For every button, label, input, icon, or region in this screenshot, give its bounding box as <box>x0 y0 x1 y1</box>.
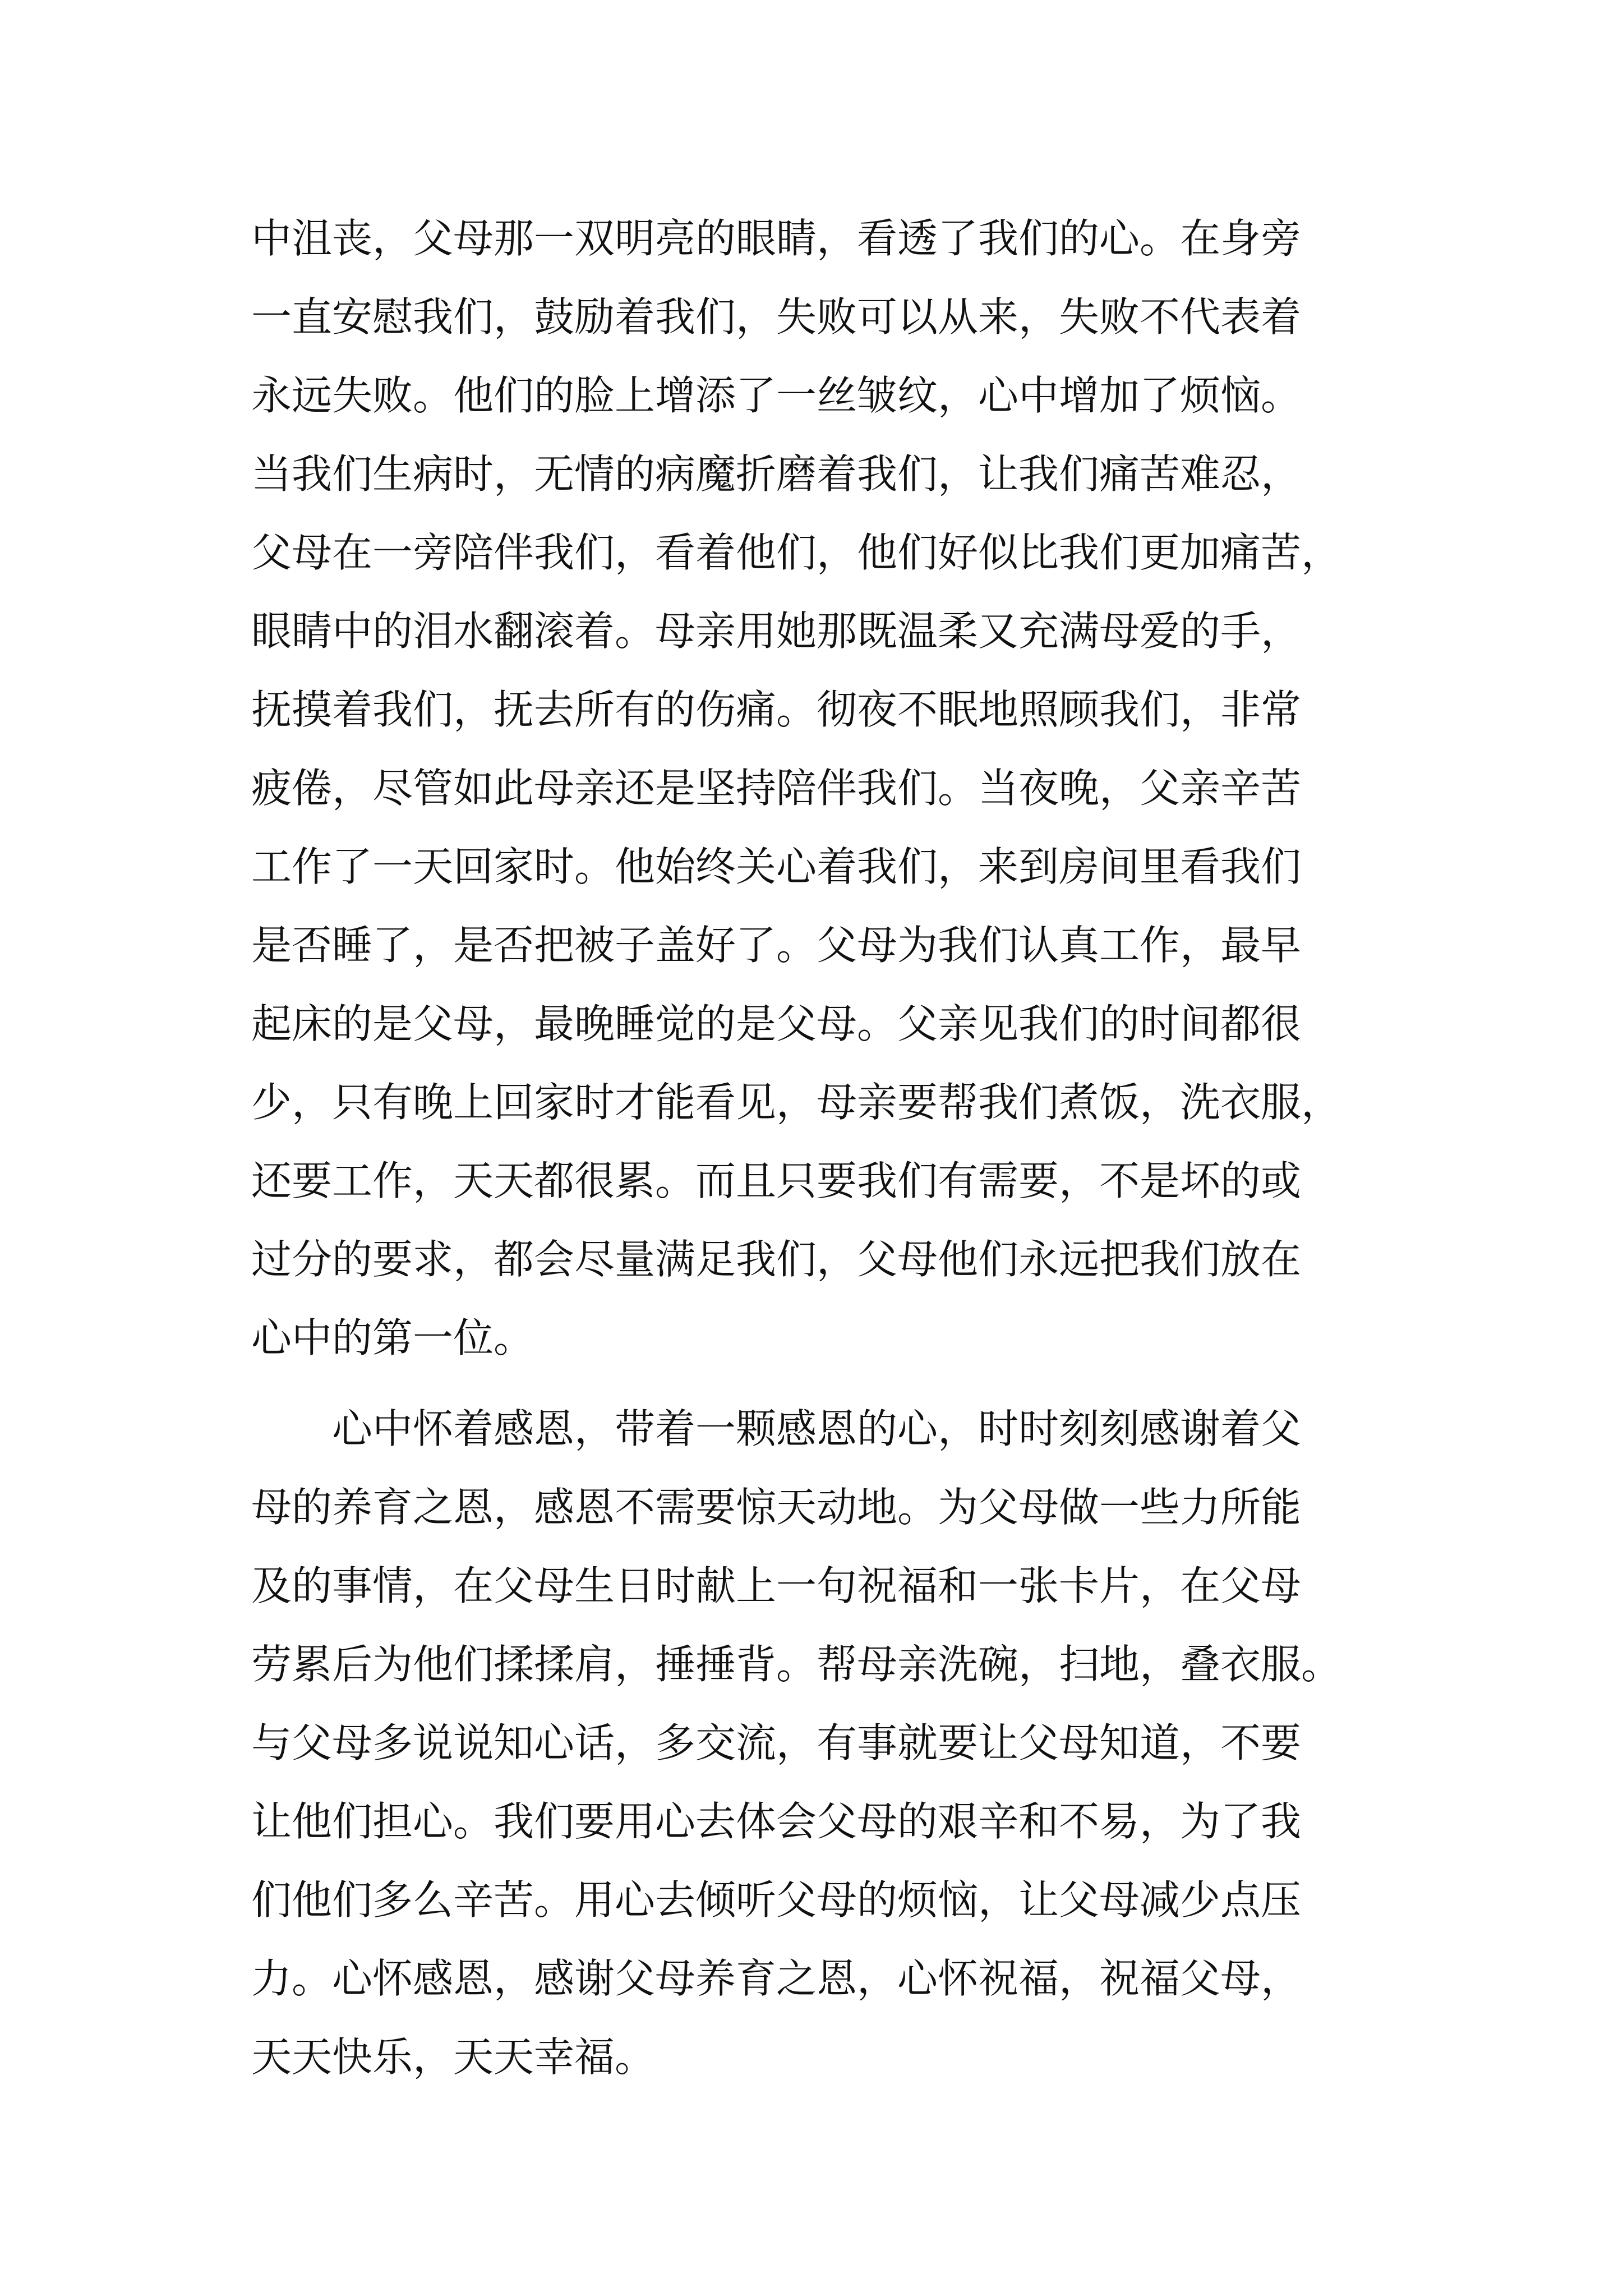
paragraph-1 <box>251 199 1412 1377</box>
text-line: 与父母多说说知心话，多交流，有事就要让父母知道，不要 <box>251 1719 1302 1766</box>
text-line: 眼睛中的泪水翻滚着。母亲用她那既温柔又充满母爱的手， <box>251 608 1302 655</box>
text-line: 力。心怀感恩，感谢父母养育之恩，心怀祝福，祝福父母， <box>251 1955 1302 2002</box>
text-line: 天天快乐，天天幸福。 <box>251 2033 656 2081</box>
text-line: 父母在一旁陪伴我们，看着他们，他们好似比我们更加痛苦， <box>251 529 1342 576</box>
text-line: 让他们担心。我们要用心去体会父母的艰辛和不易，为了我 <box>251 1798 1302 1845</box>
text-line: 工作了一天回家时。他始终关心着我们，来到房间里看我们 <box>251 843 1302 890</box>
text-line: 母的养育之恩，感恩不需要惊天动地。为父母做一些力所能 <box>251 1484 1302 1531</box>
body-text <box>251 199 1412 2096</box>
text-line: 少，只有晚上回家时才能看见，母亲要帮我们煮饭，洗衣服， <box>251 1079 1342 1126</box>
text-line: 中沮丧，父母那一双明亮的眼睛，看透了我们的心。在身旁 <box>251 215 1302 262</box>
text-line: 劳累后为他们揉揉肩，捶捶背。帮母亲洗碗，扫地，叠衣服。 <box>251 1641 1342 1688</box>
paragraph-spacer <box>251 1377 1412 1389</box>
text-line: 起床的是父母，最晚睡觉的是父母。父亲见我们的时间都很 <box>251 1000 1302 1047</box>
text-line: 及的事情，在父母生日时献上一句祝福和一张卡片，在父母 <box>251 1562 1302 1609</box>
text-line: 是否睡了，是否把被子盖好了。父母为我们认真工作，最早 <box>251 922 1302 969</box>
text-line: 们他们多么辛苦。用心去倾听父母的烦恼，让父母减少点压 <box>251 1876 1302 1924</box>
text-line: 过分的要求，都会尽量满足我们，父母他们永远把我们放在 <box>251 1236 1302 1283</box>
text-line: 抚摸着我们，抚去所有的伤痛。彻夜不眠地照顾我们，非常 <box>251 686 1302 733</box>
text-line: 心中怀着感恩，带着一颗感恩的心，时时刻刻感谢着父 <box>251 1405 1302 1452</box>
text-line: 还要工作，天天都很累。而且只要我们有需要，不是坏的或 <box>251 1157 1302 1204</box>
text-line: 一直安慰我们，鼓励着我们，失败可以从来，失败不代表着 <box>251 293 1302 341</box>
text-line: 疲倦，尽管如此母亲还是坚持陪伴我们。当夜晚，父亲辛苦 <box>251 765 1302 812</box>
text-line: 永远失败。他们的脸上增添了一丝皱纹，心中增加了烦恼。 <box>251 372 1302 419</box>
text-line: 当我们生病时，无情的病魔折磨着我们，让我们痛苦难忍， <box>251 450 1302 498</box>
paragraph-2 <box>251 1389 1412 2096</box>
text-line: 心中的第一位。 <box>251 1314 534 1361</box>
